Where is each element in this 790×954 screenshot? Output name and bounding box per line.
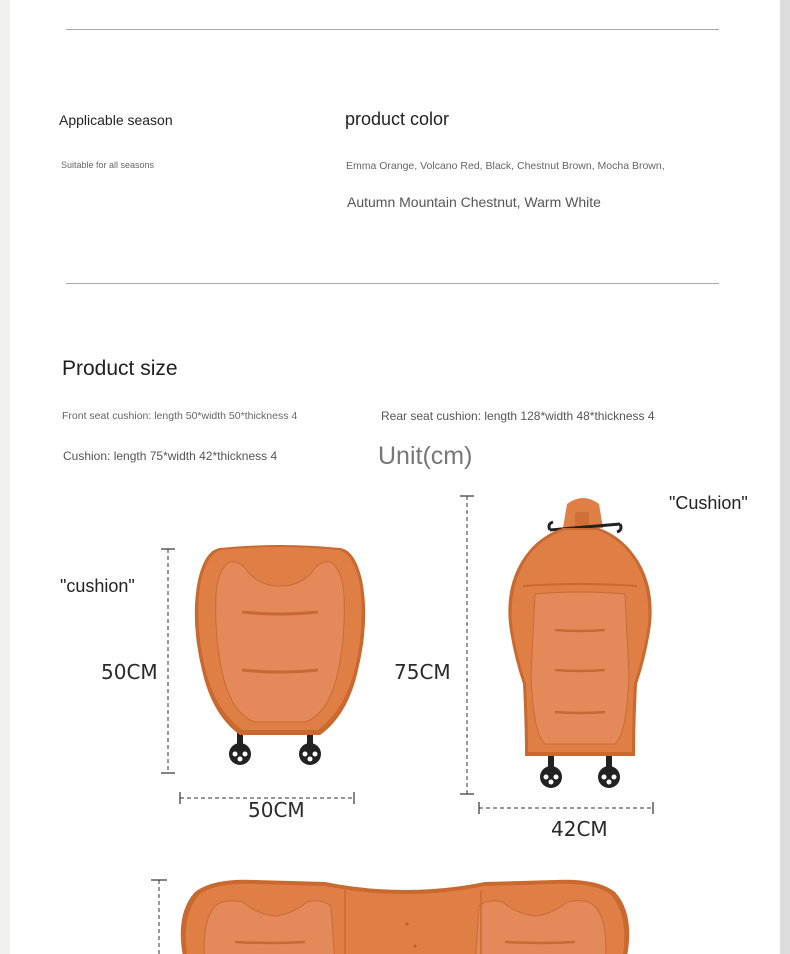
back-figure-label: "Cushion" [669, 493, 748, 513]
size-rear: Rear seat cushion: length 128*width 48*thickness 4 [381, 409, 655, 423]
size-heading: Product size [62, 357, 178, 380]
season-value: Suitable for all seasons [61, 160, 155, 170]
color-line-2: Autumn Mountain Chestnut, Warm White [347, 194, 601, 210]
season-heading: Applicable season [59, 112, 173, 128]
color-heading: product color [345, 109, 450, 129]
rear-seat-cushion-image [165, 876, 645, 954]
front-figure-label: "cushion" [60, 576, 135, 596]
front-height-label: 50CM [101, 660, 158, 684]
back-height-label: 75CM [394, 660, 451, 684]
right-edge-strip [780, 0, 790, 954]
front-width-label: 50CM [248, 798, 305, 822]
size-cushion: Cushion: length 75*width 42*thickness 4 [63, 449, 278, 463]
unit-label: Unit(cm) [378, 442, 473, 470]
rear-dimension-line [10, 0, 780, 954]
color-line-1: Emma Orange, Volcano Red, Black, Chestnut Brown, Mocha Brown, [346, 160, 665, 172]
product-detail-page [10, 0, 780, 954]
back-width-label: 42CM [551, 817, 608, 841]
size-front: Front seat cushion: length 50*width 50*thickness 4 [62, 410, 298, 422]
